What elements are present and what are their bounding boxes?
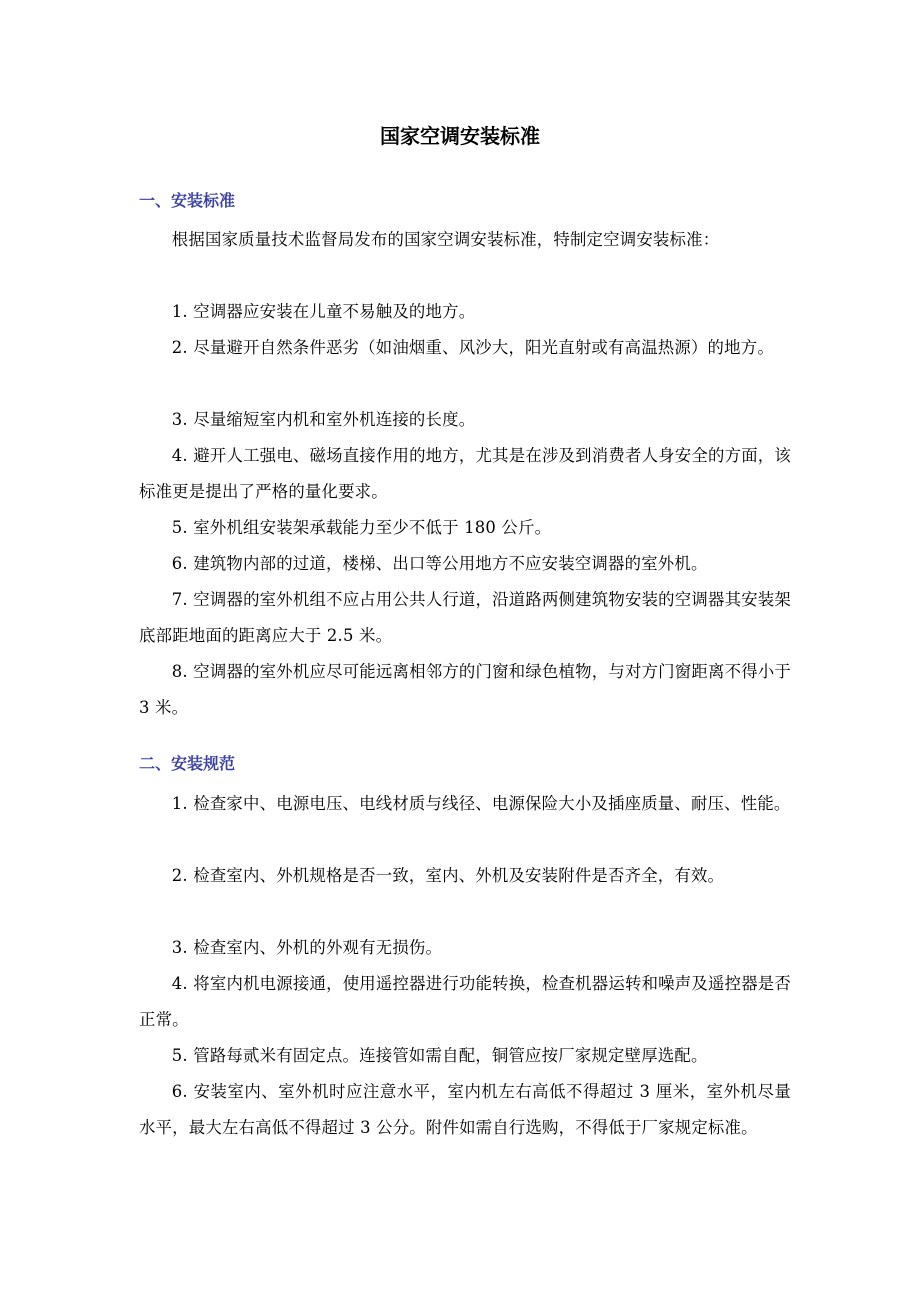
section2-item: 1. 检查家中、电源电压、电线材质与线径、电源保险大小及插座质量、耐压、性能。 <box>171 794 791 813</box>
section1-item: 6. 建筑物内部的过道，楼梯、出口等公用地方不应安装空调器的室外机。 <box>171 554 708 573</box>
section2-item: 4. 将室内机电源接通，使用遥控器进行功能转换，检查机器运转和噪声及遥控器是否正常。 <box>139 974 791 1029</box>
section1-item: 4. 避开人工强电、磁场直接作用的地方，尤其是在涉及到消费者人身安全的方面，该标准更是提出了严格的量化要求。 <box>139 446 791 501</box>
section-heading-install-standard: 一、安装标准 <box>139 191 236 210</box>
section1-item: 5. 室外机组安装架承载能力至少不低于 180 公斤。 <box>171 518 552 537</box>
section2-item: 2. 检查室内、外机规格是否一致，室内、外机及安装附件是否齐全，有效。 <box>171 866 725 885</box>
section1-item: 1. 空调器应安装在儿童不易触及的地方。 <box>171 302 476 321</box>
document-title: 国家空调安装标准 <box>380 124 540 148</box>
section1-item: 2. 尽量避开自然条件恶劣（如油烟重、风沙大，阳光直射或有高温热源）的地方。 <box>171 338 774 357</box>
section1-intro: 根据国家质量技术监督局发布的国家空调安装标准，特制定空调安装标准： <box>171 230 720 249</box>
section2-item: 5. 管路每贰米有固定点。连接管如需自配，铜管应按厂家规定壁厚选配。 <box>171 1046 708 1065</box>
section1-item: 3. 尽量缩短室内机和室外机连接的长度。 <box>171 410 476 429</box>
section2-item: 3. 检查室内、外机的外观有无损伤。 <box>171 938 443 957</box>
section2-item: 6. 安装室内、室外机时应注意水平，室内机左右高低不得超过 3 厘米，室外机尽量水平，最大左右高低不得超过 3 公分。附件如需自行选购，不得低于厂家规定标准。 <box>139 1082 791 1137</box>
section1-item: 8. 空调器的室外机应尽可能远离相邻方的门窗和绿色植物，与对方门窗距离不得小于 3 米。 <box>139 662 791 717</box>
section-heading-install-spec: 二、安装规范 <box>139 754 236 773</box>
section1-item: 7. 空调器的室外机组不应占用公共人行道，沿道路两侧建筑物安装的空调器其安装架底部距地面的距离应大于 2.5 米。 <box>139 590 791 645</box>
